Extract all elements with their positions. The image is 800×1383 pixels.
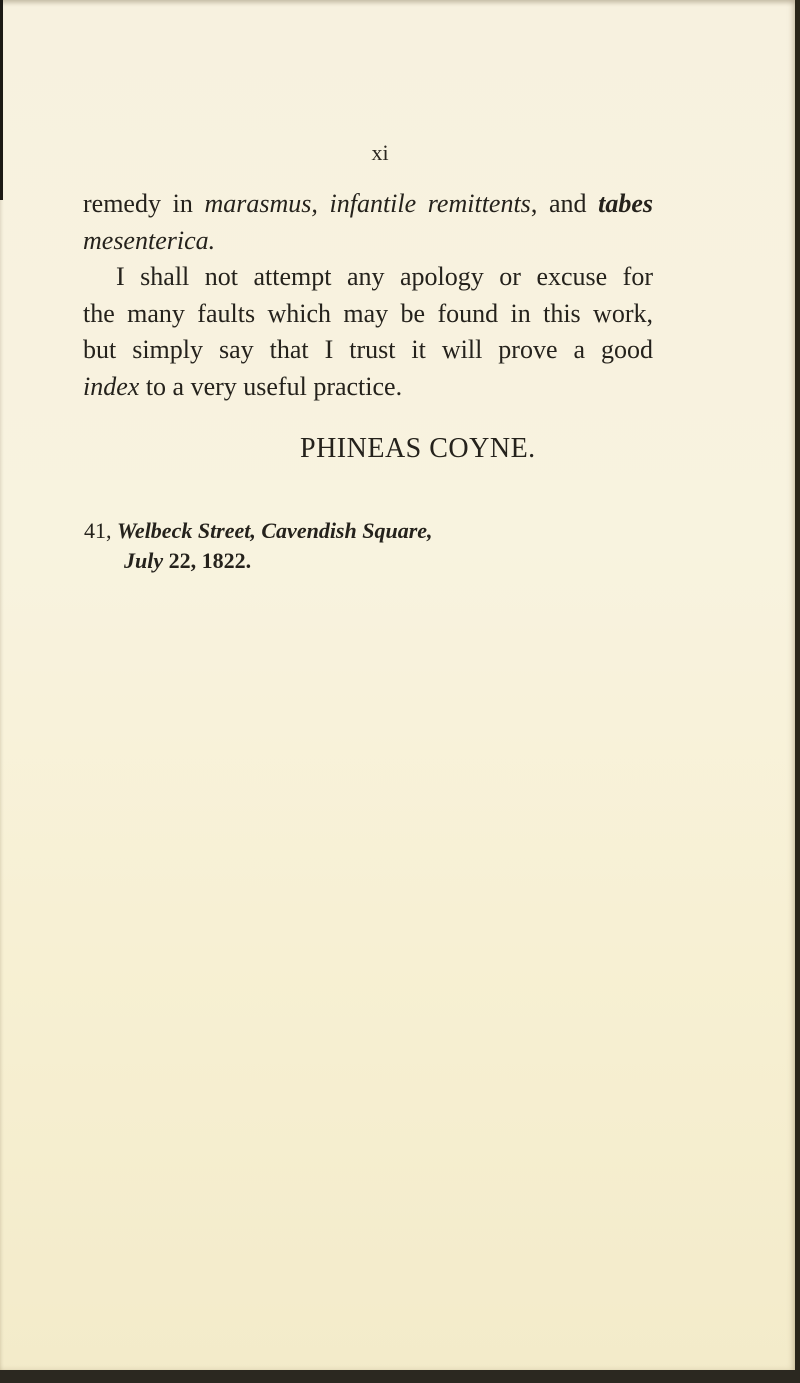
date-line [84,546,433,576]
body-text [83,186,653,405]
italic-run: index [83,371,140,401]
text-line-6 [83,369,653,406]
text-run: the many faults which may be found in this work, [83,298,653,328]
text-run: , and [530,189,599,218]
italic-run: tabes [598,189,654,218]
text-line-4 [83,296,653,333]
text-line-2 [83,223,653,260]
author-signature: PHINEAS COYNE. [300,433,536,464]
address-block [84,516,433,576]
address-number: 41, [84,518,112,543]
text-line-3 [83,259,653,296]
text-line-1 [83,186,653,223]
scan-edge-bottom [0,1370,800,1383]
date-rest: 22, 1822. [168,548,252,573]
date-month: July [124,548,164,573]
italic-run: marasmus, infantile remittents [204,189,531,218]
text-run: remedy in [83,189,205,218]
page-number: xi [371,140,389,165]
text-run: but simply say that I trust it will prove a good [83,335,653,364]
text-line-5 [83,332,653,369]
scan-edge-left [0,0,3,200]
scan-edge-right [795,0,800,1383]
text-run: I shall not attempt any apology or excuse for [116,262,653,291]
italic-run: mesenterica. [83,225,216,255]
address-street: Welbeck Street, Cavendish Square, [117,518,433,543]
text-run: to a very useful practice. [139,371,403,401]
